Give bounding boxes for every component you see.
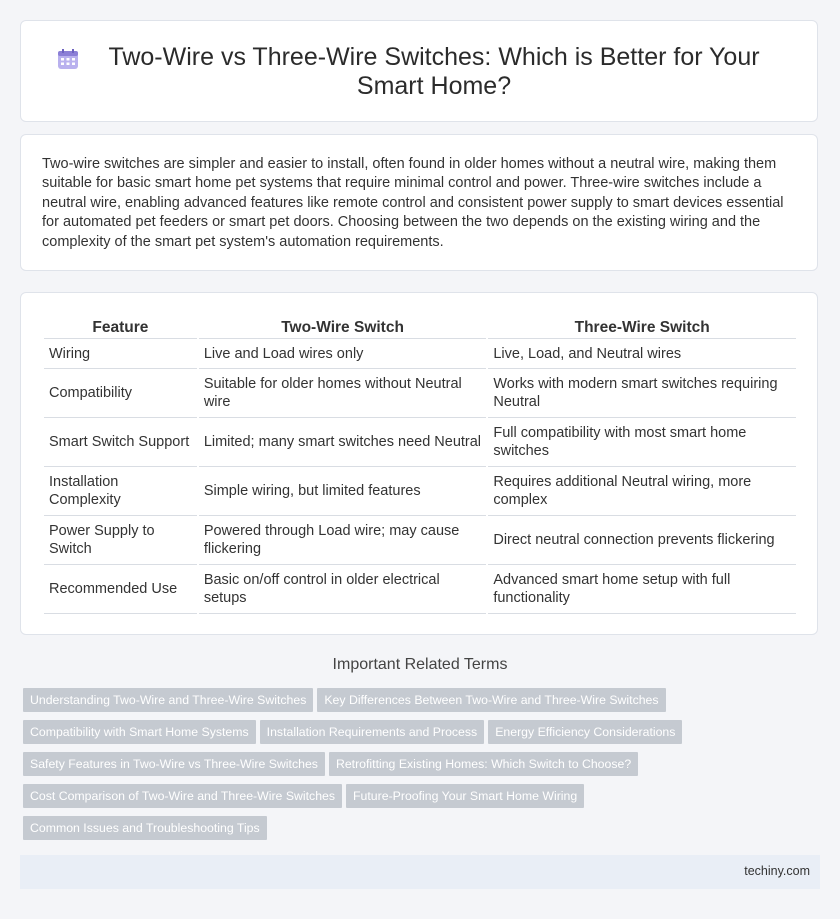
table-cell: Wiring	[44, 339, 197, 369]
table-cell: Advanced smart home setup with full functionality	[488, 565, 796, 614]
table-cell: Power Supply to Switch	[44, 516, 197, 565]
table-row	[44, 339, 796, 369]
table-cell: Compatibility	[44, 369, 197, 418]
table-cell: Powered through Load wire; may cause flickering	[199, 516, 487, 565]
related-term-link[interactable]: Energy Efficiency Considerations	[488, 720, 682, 744]
table-cell: Requires additional Neutral wiring, more complex	[488, 467, 796, 516]
table-cell: Simple wiring, but limited features	[199, 467, 487, 516]
comparison-table-card	[20, 292, 818, 635]
footer	[20, 855, 820, 889]
comparison-table	[42, 316, 798, 614]
table-row	[44, 467, 796, 516]
table-cell: Live, Load, and Neutral wires	[488, 339, 796, 369]
related-term-link[interactable]: Cost Comparison of Two-Wire and Three-Wire Switches	[23, 784, 342, 808]
table-row	[44, 516, 796, 565]
intro-card	[20, 134, 818, 271]
page-title: Two-Wire vs Three-Wire Switches: Which is Better for Your Smart Home?	[108, 43, 760, 100]
related-term-link[interactable]: Retrofitting Existing Homes: Which Switch to Choose?	[329, 752, 638, 776]
related-term-link[interactable]: Understanding Two-Wire and Three-Wire Switches	[23, 688, 313, 712]
table-header-row	[44, 316, 796, 339]
related-terms-list	[23, 688, 803, 848]
related-term-link[interactable]: Compatibility with Smart Home Systems	[23, 720, 256, 744]
table-cell: Live and Load wires only	[199, 339, 487, 369]
table-row	[44, 565, 796, 614]
footer-brand[interactable]: techiny.com	[744, 864, 810, 878]
table-cell: Suitable for older homes without Neutral wire	[199, 369, 487, 418]
table-cell: Direct neutral connection prevents flickering	[488, 516, 796, 565]
title-card	[20, 20, 818, 122]
header-two-wire: Two-Wire Switch	[199, 316, 487, 339]
intro-text: Two-wire switches are simpler and easier to install, often found in older homes without a neutral wire, making them suitable for basic smart home pet systems that require minimal control and power. Three-wire switches include a neutral wire, enabling advanced features like remote control and consistent power supply to smart devices essential for automated pet feeders or smart pet doors. Choosing between the two depends on the existing wiring and the complexity of the smart pet system's automation requirements.	[42, 156, 784, 250]
related-term-link[interactable]: Safety Features in Two-Wire vs Three-Wire Switches	[23, 752, 325, 776]
table-cell: Installation Complexity	[44, 467, 197, 516]
table-cell: Basic on/off control in older electrical setups	[199, 565, 487, 614]
related-terms-heading: Important Related Terms	[332, 656, 508, 673]
related-term-link[interactable]: Future-Proofing Your Smart Home Wiring	[346, 784, 584, 808]
header-three-wire: Three-Wire Switch	[488, 316, 796, 339]
table-cell: Recommended Use	[44, 565, 197, 614]
related-term-link[interactable]: Installation Requirements and Process	[260, 720, 485, 744]
table-cell: Limited; many smart switches need Neutral	[199, 418, 487, 467]
table-cell: Smart Switch Support	[44, 418, 197, 467]
table-cell: Works with modern smart switches requiring Neutral	[488, 369, 796, 418]
related-term-link[interactable]: Key Differences Between Two-Wire and Three-Wire Switches	[317, 688, 665, 712]
related-term-link[interactable]: Common Issues and Troubleshooting Tips	[23, 816, 267, 840]
table-row	[44, 418, 796, 467]
table-row	[44, 369, 796, 418]
calendar-grid-icon	[57, 48, 79, 70]
header-feature: Feature	[44, 316, 197, 339]
table-cell: Full compatibility with most smart home switches	[488, 418, 796, 467]
